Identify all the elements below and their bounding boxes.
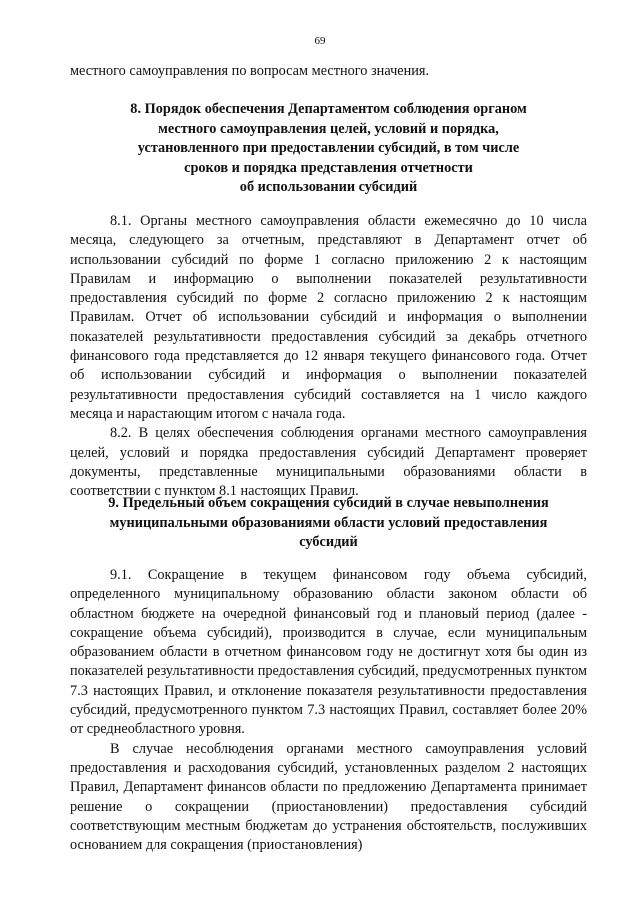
continuation-paragraph: местного самоуправления по вопросам местного значения.: [70, 63, 430, 79]
section-9-heading: [70, 494, 587, 553]
heading-line: 8. Порядок обеспечения Департаментом соблюдения органом: [130, 101, 527, 117]
paragraph-9-1: 9.1. Сокращение в текущем финансовом году объема субсидий, определенного муниципальному образованию области законом области об областном бюджете на очередной финансовый год и плановый период (далее - сокращение объема субсидий), производится в случае, если муниципальным образованием области в отчетном финансовом году не достигнут хотя бы один из показателей результативности предоставления субсидий, предусмотренных пунктом 7.3 настоящих Правил, и отклонение показателя результативности предоставления субсидий, предусмотренного пунктом 7.3 настоящих Правил, составляет более 20% от среднеобластного уровня.: [70, 567, 587, 738]
heading-line: об использовании субсидий: [239, 179, 418, 196]
heading-line: 9. Предельный объем сокращения субсидий в случае невыполнения: [108, 495, 549, 511]
paragraph-8-1: 8.1. Органы местного самоуправления области ежемесячно до 10 числа месяца, следующего за отчетным, представляют в Департамент отчет об использовании субсидий по форме 1 согласно приложению 2 к настоящим Правилам и информацию о выполнении показателей результативности предоставления субсидий по форме 2 согласно приложению 2 к настоящим Правилам. Отчет об использовании субсидий и информация о выполнении показателей результативности предоставления субсидий за декабрь отчетного финансового года представляется до 12 января текущего финансового года. Отчет об использовании субсидий и информация о выполнении показателей результативности предоставления субсидий составляется на 1 число каждого месяца и нарастающим итогом с начала года.: [70, 213, 587, 422]
paragraph-9-2: В случае несоблюдения органами местного самоуправления условий предоставления и расходования субсидий, установленных разделом 2 настоящих Правил, Департамент финансов области по предложению Департамента принимает решение о сокращении (приостановлении) предоставления субсидий соответствующим местным бюджетам до устранения обстоятельств, послуживших основанием для сокращения (приостановления): [70, 740, 587, 854]
page-number: 69: [314, 35, 326, 47]
section-8-body: [70, 212, 587, 501]
heading-line: установленного при предоставлении субсидий, в том числе: [137, 140, 520, 157]
section-8-heading: [70, 100, 587, 198]
paragraph-8-2: 8.2. В целях обеспечения соблюдения органами местного самоуправления целей, условий и порядка предоставления субсидий Департамент проверяет документы, представленные муниципальными образованиями области в соответствии с пунктом 8.1 настоящих Правил.: [70, 425, 587, 500]
section-9-body: [70, 566, 587, 855]
continuation-text: [70, 62, 587, 81]
heading-line: муниципальными образованиями области условий предоставления: [109, 514, 548, 531]
heading-line: местного самоуправления целей, условий и порядка,: [158, 120, 499, 137]
heading-line: субсидий: [299, 534, 358, 551]
heading-line: сроков и порядка представления отчетности: [184, 159, 473, 176]
